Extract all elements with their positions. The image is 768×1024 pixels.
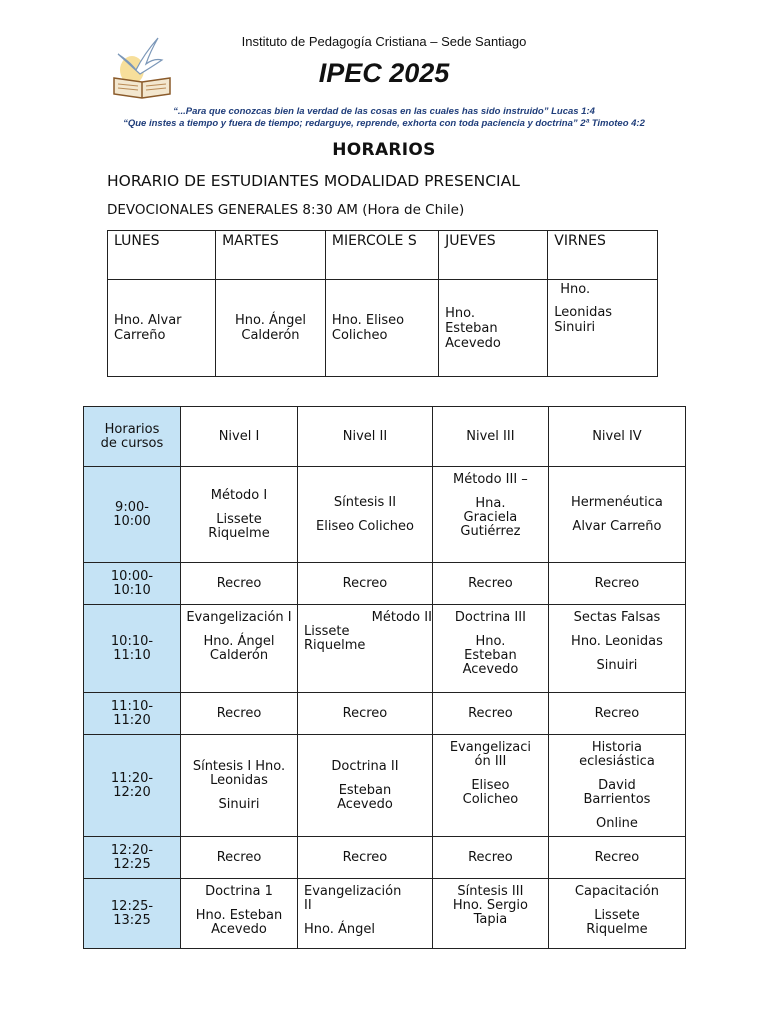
recess-cell: Recreo (548, 837, 685, 879)
day-monday: LUNES (108, 231, 216, 280)
time-slot-cell: 11:20- 12:20 (84, 735, 181, 837)
time-slot-cell: 9:00- 10:00 (84, 467, 181, 563)
course-cell: Hermenéutica Alvar Carreño (548, 467, 685, 563)
course-cell: Doctrina 1 Hno. Esteban Acevedo (180, 879, 297, 949)
recess-cell: Recreo (180, 563, 297, 605)
institute-name: Instituto de Pedagogía Cristiana – Sede Santiago (241, 34, 527, 49)
schedule-corner-cell: Horarios de cursos (84, 407, 181, 467)
course-cell: Evangelización I Hno. Ángel Calderón (180, 605, 297, 693)
course-cell: Historia eclesiástica David Barrientos Online (548, 735, 685, 837)
course-cell: Doctrina II Esteban Acevedo (298, 735, 433, 837)
verse-lucas: “...Para que conozcas bien la verdad de las cosas en las cuales has sido instruido” Lucas 1:4 (173, 106, 595, 117)
devotional-person: Hno. Alvar Carreño (108, 280, 216, 377)
course-cell: Método I Lissete Riquelme (180, 467, 297, 563)
recess-cell: Recreo (548, 693, 685, 735)
recess-cell: Recreo (298, 563, 433, 605)
course-cell: Sectas Falsas Hno. Leonidas Sinuiri (548, 605, 685, 693)
course-cell: Capacitación Lissete Riquelme (548, 879, 685, 949)
level-header: Nivel III (432, 407, 548, 467)
devotional-line: DEVOCIONALES GENERALES 8:30 AM (Hora de Chile) (107, 202, 465, 218)
devotional-person: Hno. Esteban Acevedo (439, 280, 548, 377)
devotional-table (107, 230, 658, 377)
day-wednesday: MIERCOLE S (325, 231, 438, 280)
course-cell: Evangelización II Hno. Ángel (298, 879, 433, 949)
course-cell: Síntesis III Hno. Sergio Tapia (432, 879, 548, 949)
schedule-row (84, 837, 686, 879)
section-subheading: HORARIO DE ESTUDIANTES MODALIDAD PRESENCIAL (107, 172, 520, 190)
schedule-row (84, 693, 686, 735)
course-cell: Método II Lissete Riquelme (298, 605, 433, 693)
schedule-row (84, 467, 686, 563)
time-slot-cell: 11:10- 11:20 (84, 693, 181, 735)
schedule-table (83, 406, 686, 949)
course-cell: Evangelizaci ón III Eliseo Colicheo (432, 735, 548, 837)
time-slot-cell: 10:10- 11:10 (84, 605, 181, 693)
schedule-row (84, 605, 686, 693)
page-title: IPEC 2025 (318, 58, 450, 88)
devotional-person: Hno. Leonidas Sinuiri (548, 280, 658, 377)
recess-cell: Recreo (432, 837, 548, 879)
recess-cell: Recreo (548, 563, 685, 605)
level-header: Nivel IV (548, 407, 685, 467)
course-cell: Doctrina III Hno. Esteban Acevedo (432, 605, 548, 693)
recess-cell: Recreo (180, 693, 297, 735)
level-header: Nivel II (298, 407, 433, 467)
section-heading: HORARIOS (332, 140, 436, 160)
schedule-row (84, 563, 686, 605)
day-thursday: JUEVES (439, 231, 548, 280)
course-cell: Síntesis II Eliseo Colicheo (298, 467, 433, 563)
recess-cell: Recreo (432, 693, 548, 735)
level-header: Nivel I (180, 407, 297, 467)
recess-cell: Recreo (298, 837, 433, 879)
time-slot-cell: 10:00- 10:10 (84, 563, 181, 605)
verse-timoteo: “Que instes a tiempo y fuera de tiempo; redarguye, reprende, exhorta con toda paciencia y doctrina” 2ª Timoteo 4:2 (123, 118, 645, 129)
time-slot-cell: 12:20- 12:25 (84, 837, 181, 879)
course-cell: Método III – Hna. Graciela Gutiérrez (432, 467, 548, 563)
devotional-header-row (108, 231, 658, 280)
schedule-header-row (84, 407, 686, 467)
recess-cell: Recreo (298, 693, 433, 735)
schedule-row (84, 879, 686, 949)
recess-cell: Recreo (432, 563, 548, 605)
day-friday: VIRNES (548, 231, 658, 280)
schedule-row (84, 735, 686, 837)
course-cell: Síntesis I Hno. Leonidas Sinuiri (180, 735, 297, 837)
recess-cell: Recreo (180, 837, 297, 879)
devotional-people-row (108, 280, 658, 377)
time-slot-cell: 12:25- 13:25 (84, 879, 181, 949)
day-tuesday: MARTES (216, 231, 326, 280)
devotional-person: Hno. Eliseo Colicheo (325, 280, 438, 377)
devotional-person: Hno. Ángel Calderón (216, 280, 326, 377)
